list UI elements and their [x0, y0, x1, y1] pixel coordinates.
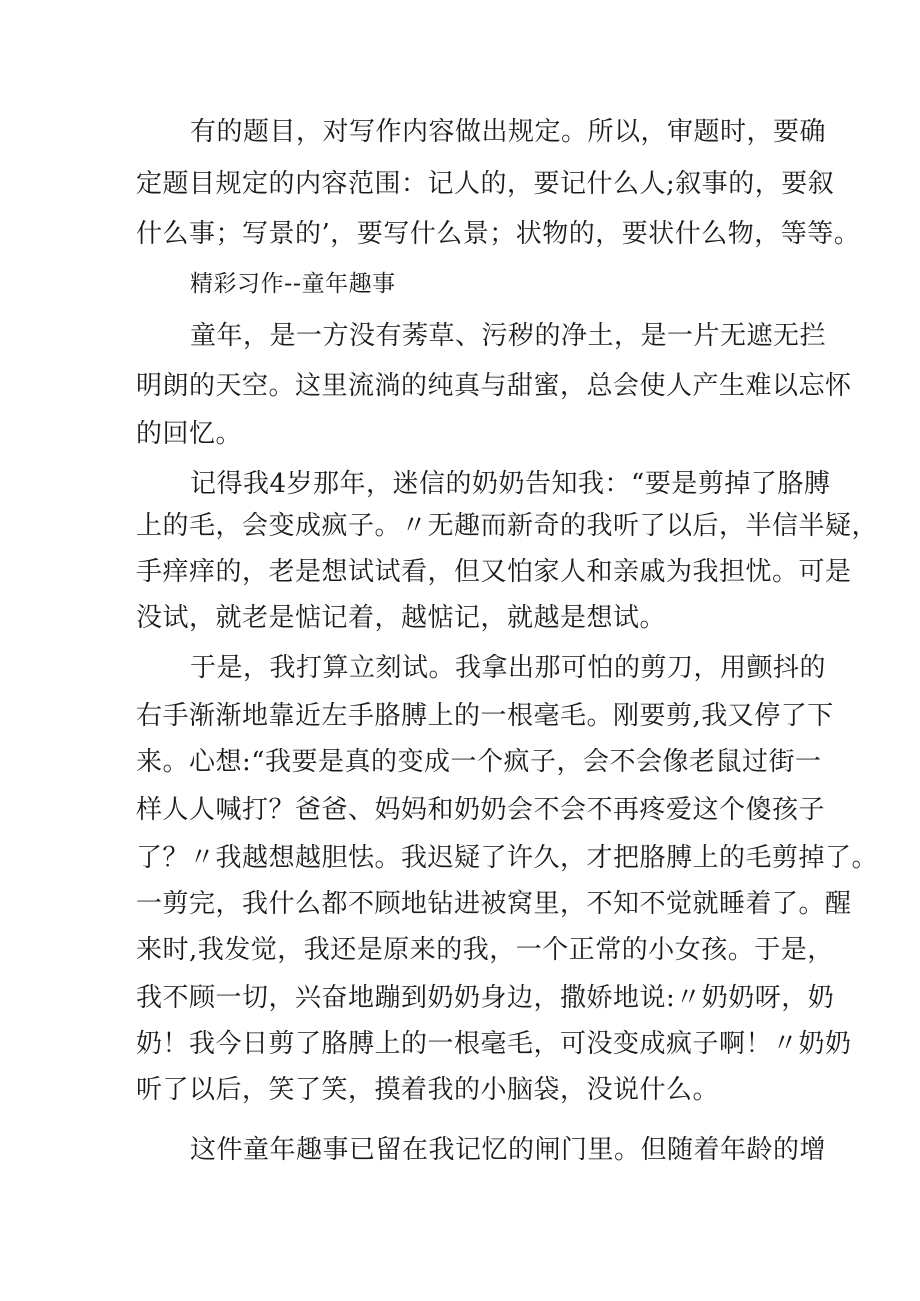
text-line: 样人人喊打？爸爸、妈妈和奶奶会不会不再疼爱这个傻孩子	[136, 795, 826, 825]
text-line: 了？〃我越想越胆怯。我迟疑了许久，才把胳膊上的毛剪掉了。	[136, 843, 879, 873]
essay-title: 精彩习作--童年趣事	[190, 271, 396, 297]
text-line: 听了以后，笑了笑，摸着我的小脑袋，没说什么。	[136, 1075, 720, 1105]
text-line: 来时,我发觉，我还是原来的我，一个正常的小女孩。于是，	[136, 935, 834, 965]
text-line: 来。心想:“我要是真的变成一个疯子，会不会像老鼠过街一	[136, 747, 822, 777]
text-line: 定题目规定的内容范围：记人的，要记什么人;叙事的，要叙	[136, 169, 835, 199]
text-line: 上的毛，会变成疯子。〃无趣而新奇的我听了以后，半信半疑，	[136, 511, 879, 541]
text-line: 的回忆。	[136, 419, 243, 449]
text-line: 一剪完，我什么都不顾地钻进被窝里，不知不觉就睡着了。醒	[136, 889, 852, 919]
text-line: 有的题目，对写作内容做出规定。所以，审题时，要确	[190, 117, 827, 147]
text-line: 于是，我打算立刻试。我拿出那可怕的剪刀，用颤抖的	[190, 653, 827, 683]
text-line: 手痒痒的，老是想试试看，但又怕家人和亲戚为我担忧。可是	[136, 557, 852, 587]
text-line: 童年，是一方没有莠草、污秽的净土，是一片无遮无拦	[190, 321, 827, 351]
text-line: 明朗的天空。这里流淌的纯真与甜蜜，总会使人产生难以忘怀	[136, 371, 852, 401]
text-line: 什么事；写景的’，要写什么景；状物的，要状什么物，等等。	[136, 219, 861, 249]
text-line: 没试，就老是惦记着，越惦记，就越是想试。	[136, 603, 667, 633]
text-line: 我不顾一切，兴奋地蹦到奶奶身边，撒娇地说:〃奶奶呀，奶	[136, 983, 835, 1013]
text-line: 这件童年趣事已留在我记忆的闸门里。但随着年龄的增	[190, 1135, 827, 1165]
text-line: 奶！我今日剪了胳膊上的一根毫毛，可没变成疯子啊！〃奶奶	[136, 1029, 852, 1059]
text-line: 右手渐渐地靠近左手胳膊上的一根毫毛。刚要剪,我又停了下	[136, 701, 834, 731]
text-line: 记得我4岁那年，迷信的奶奶告知我：“要是剪掉了胳膊	[190, 469, 831, 499]
